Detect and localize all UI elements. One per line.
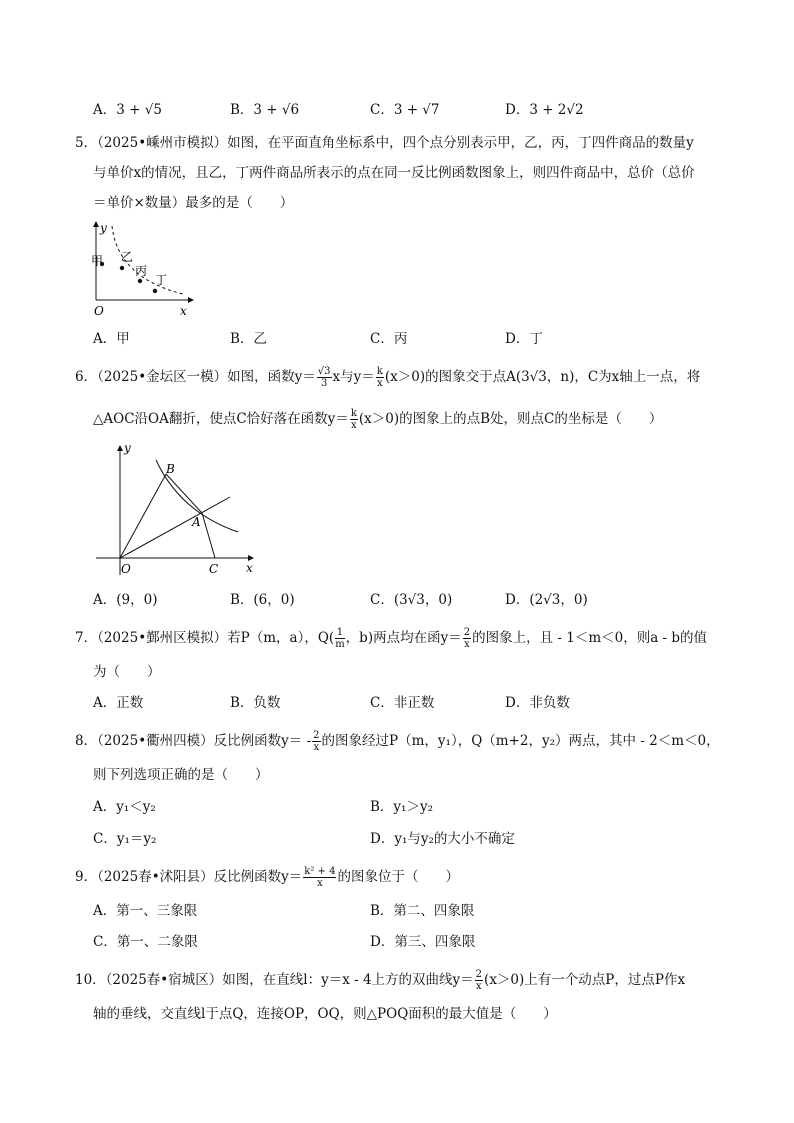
q5-point-yi [120, 266, 124, 270]
q8-frac-den: x [313, 742, 320, 753]
q6-segment-ac [202, 513, 215, 558]
q5-option-b: B．乙 [230, 331, 267, 347]
q6-label-o: O [121, 562, 131, 576]
q6-text-e: (x＞0)的图象上的点B处，则点C的坐标是（ ） [358, 411, 663, 427]
q7-frac-a-num: 1 [336, 627, 344, 638]
q6-fraction-c [350, 408, 358, 431]
q7-line2: 为（ ） [93, 664, 161, 680]
q6-option-a: A．(9，0) [93, 592, 158, 608]
q6-label-c: C [209, 562, 219, 576]
q8-option-a: A．y₁＜y₂ [93, 799, 156, 815]
q7-text-c: 的图象上，且 - 1＜m＜0，则a - b的值 [472, 630, 708, 646]
q6-line1 [75, 366, 700, 389]
q6-y-label: y [124, 441, 131, 455]
q5-line3: ＝单价×数量）最多的是（ ） [93, 195, 294, 211]
q5-label-yi: 乙 [121, 250, 134, 264]
q9-text-a: 9．（2025春•沭阳县）反比例函数y＝ [75, 869, 303, 885]
q8-line1 [75, 730, 720, 753]
q6-frac-b-den: x [376, 378, 383, 389]
q7-frac-b-num: 2 [463, 627, 471, 638]
q6-text-d: △AOC沿OA翻折，使点C恰好落在函数y＝ [93, 411, 349, 427]
q8-option-d: D．y₁与y₂的大小不确定 [370, 831, 515, 847]
q6-text-a: 6．（2025•金坛区一模）如图，函数y＝ [75, 369, 316, 385]
q7-frac-a-den: m [335, 639, 345, 650]
q5-label-ding: 丁 [155, 273, 168, 287]
q5-option-d: D．丁 [505, 331, 543, 347]
q6-text-b: x与y＝ [332, 369, 375, 385]
q8-line2: 则下列选项正确的是（ ） [93, 767, 269, 783]
q6-figure [88, 440, 263, 580]
q10-frac-den: x [476, 981, 482, 992]
q6-fraction-b [376, 366, 384, 389]
q6-label-b: B [166, 462, 175, 476]
q10-line1 [75, 969, 685, 992]
q7-option-a: A．正数 [93, 695, 144, 711]
q6-x-label: x [246, 561, 253, 575]
q7-frac-b-den: x [464, 639, 470, 650]
q6-fraction-a [317, 366, 332, 389]
q7-option-c: C．非正数 [370, 695, 435, 711]
q10-fraction [475, 969, 483, 992]
q7-option-d: D．非负数 [505, 695, 570, 711]
q7-option-b: B．负数 [230, 695, 281, 711]
q10-text-a: 10．（2025春•宿城区）如图，在直线l：y＝x - 4上方的双曲线y＝ [75, 972, 474, 988]
q5-option-a: A．甲 [93, 331, 130, 347]
q8-text-b: 的图象经过P（m，y₁），Q（m+2，y₂）两点，其中 - 2＜m＜0， [321, 733, 720, 749]
q9-option-c: C．第一、二象限 [93, 934, 198, 950]
q4-option-a: A．3 + √5 [93, 102, 162, 118]
q5-line1: 5．（2025•嵊州市模拟）如图，在平面直角坐标系中，四个点分别表示甲，乙，丙，丁四件商品的数量y [75, 135, 694, 151]
q9-option-b: B．第二、四象限 [370, 903, 475, 919]
q6-option-c: C．(3√3，0) [370, 592, 453, 608]
q5-label-bing: 丙 [135, 264, 148, 278]
q6-label-a: A [192, 515, 201, 529]
q5-figure [88, 218, 198, 318]
q8-option-b: B．y₁＞y₂ [370, 799, 433, 815]
q7-text-b: ，b)两点均在函y＝ [345, 630, 462, 646]
q8-option-c: C．y₁＝y₂ [93, 831, 157, 847]
q7-text-a: 7．（2025•鄞州区模拟）若P（m，a），Q( [75, 630, 335, 646]
q6-frac-c-num: k [350, 408, 357, 419]
q6-line2 [93, 408, 662, 431]
q9-option-a: A．第一、三象限 [93, 903, 198, 919]
q10-text-b: (x＞0)上有一个动点P，过点P作x [484, 972, 686, 988]
q6-frac-a-num: √3 [317, 366, 331, 377]
q8-fraction [312, 730, 320, 753]
q9-fraction [303, 866, 336, 889]
q6-text-c: (x＞0)的图象交于点A(3√3，n)，C为x轴上一点，将 [384, 369, 701, 385]
q5-label-jia: 甲 [91, 254, 104, 268]
q7-line1 [75, 627, 707, 650]
q9-option-d: D．第三、四象限 [370, 934, 476, 950]
q4-option-c: C．3 + √7 [370, 102, 440, 118]
q8-frac-num: 2 [313, 730, 320, 741]
q9-text-b: 的图象位于（ ） [337, 869, 459, 885]
q6-segment-ba [166, 474, 202, 513]
q6-frac-b-num: k [376, 366, 383, 377]
q5-y-label: y [100, 221, 107, 235]
q5-option-c: C．丙 [370, 331, 408, 347]
q6-option-b: B．(6，0) [230, 592, 295, 608]
q9-line1 [75, 866, 459, 889]
q5-point-bing [138, 279, 142, 283]
q4-option-d: D．3 + 2√2 [505, 102, 584, 118]
q9-frac-num: k² + 4 [304, 866, 336, 877]
q7-fraction-b [463, 627, 471, 650]
q5-line2: 与单价x的情况，且乙，丁两件商品所表示的点在同一反比例函数图象上，则四件商品中，总价（总价 [93, 165, 695, 181]
q10-frac-num: 2 [475, 969, 483, 980]
q4-option-b: B．3 + √6 [230, 102, 300, 118]
q8-text-a: 8．（2025•衢州四模）反比例函数y＝ - [75, 733, 312, 749]
q10-line2: 轴的垂线，交直线l于点Q，连接OP，OQ，则△POQ面积的最大值是（ ） [93, 1006, 557, 1022]
q6-option-d: D．(2√3，0) [505, 592, 588, 608]
q6-frac-a-den: 3 [320, 378, 328, 389]
q5-origin-label: O [94, 304, 104, 318]
q7-fraction-a [335, 627, 344, 650]
q5-point-ding [153, 289, 157, 293]
q9-frac-den: x [317, 878, 323, 889]
q6-frac-c-den: x [351, 420, 357, 431]
q5-x-label: x [180, 304, 187, 318]
